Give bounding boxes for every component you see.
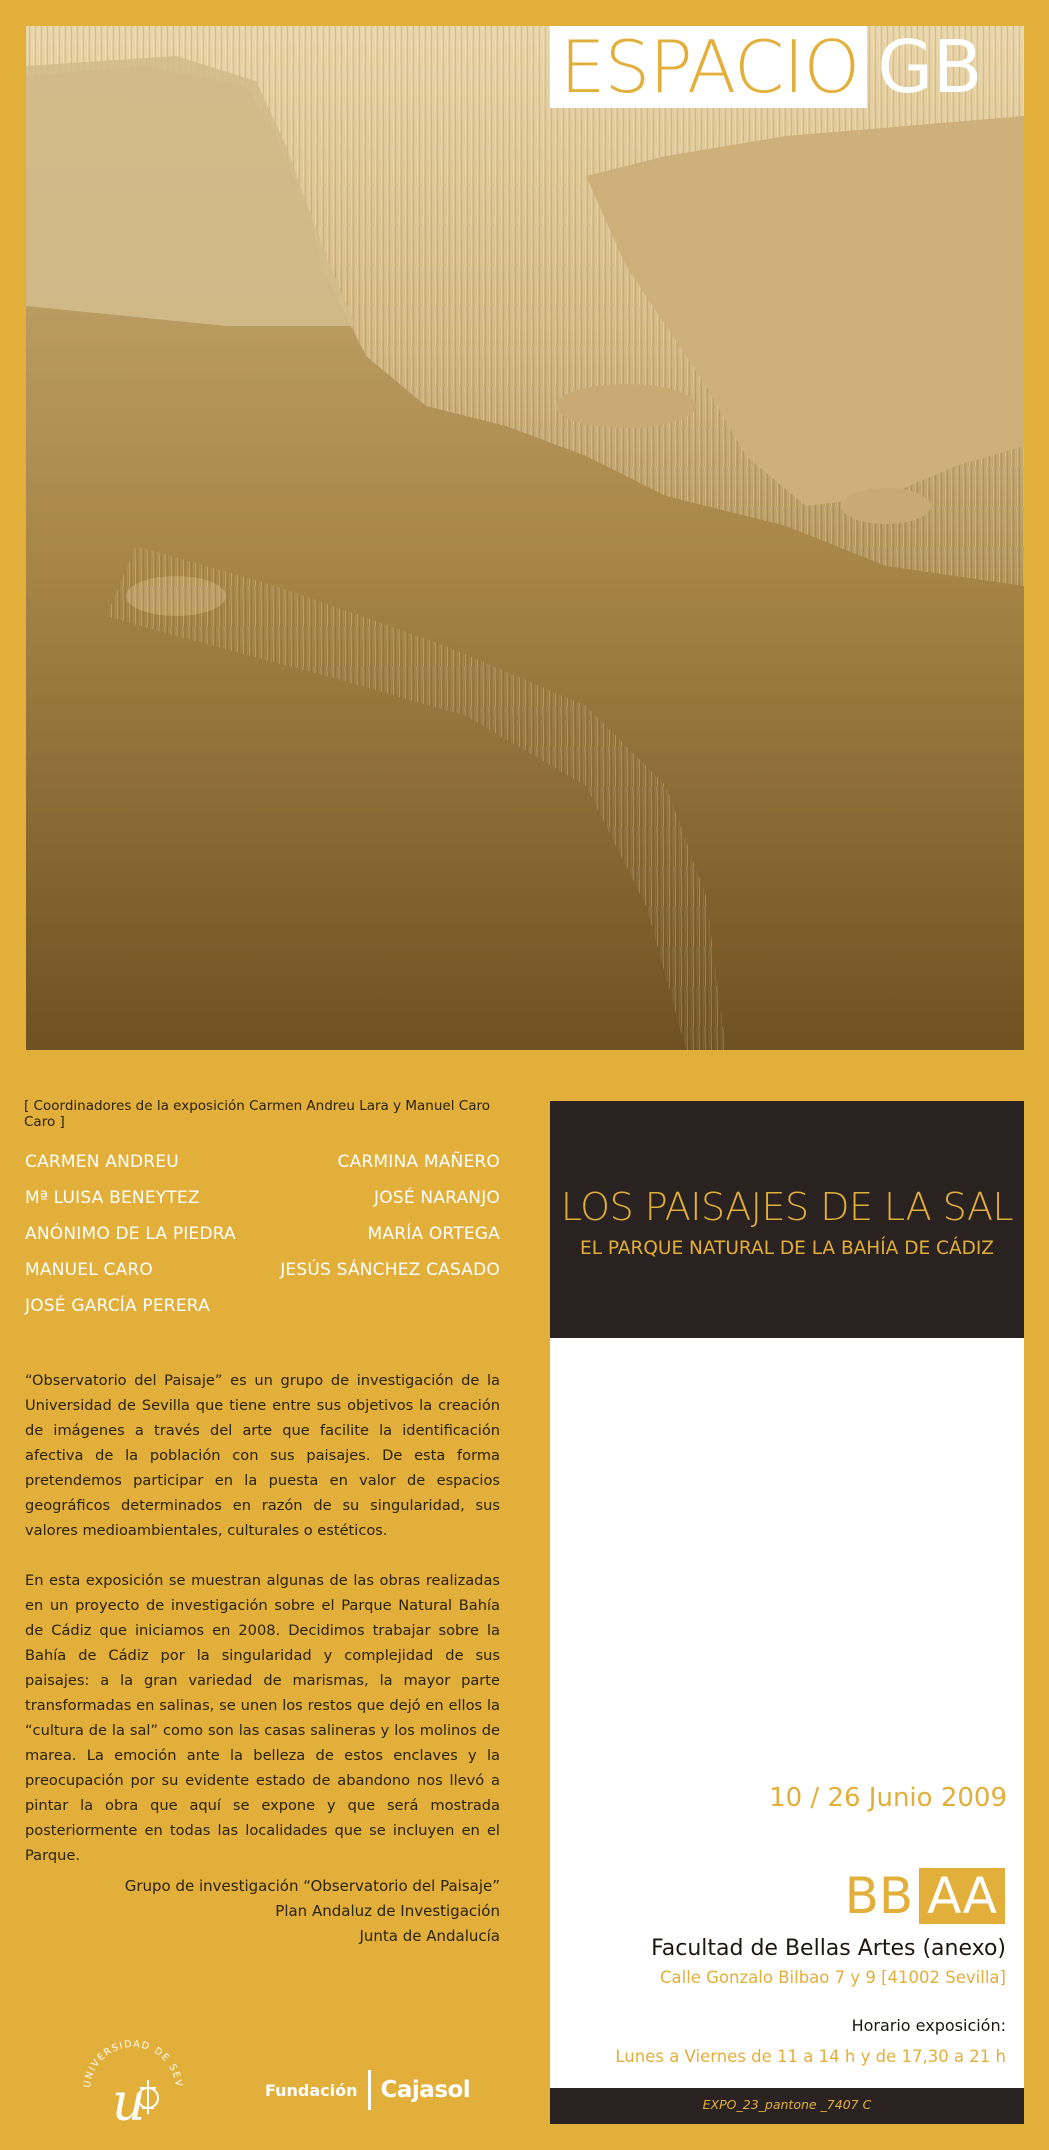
university-seal-icon xyxy=(78,2028,188,2138)
exhibition-title: LOS PAISAJES DE LA SAL xyxy=(560,1185,1014,1229)
artist-name: MANUEL CARO xyxy=(25,1260,153,1280)
brand-letters: GB xyxy=(877,25,983,109)
artist-name: JESÚS SÁNCHEZ CASADO xyxy=(280,1260,500,1280)
bbaa-logo-left: BB xyxy=(844,1867,914,1925)
exhibition-dates: 10 / 26 Junio 2009 xyxy=(769,1783,1007,1813)
logo-divider xyxy=(368,2070,371,2110)
intro-paragraph: “Observatorio del Paisaje” es un grupo de investigación de la Universidad de Sevilla que tiene entre sus objetivos la creación de imágenes a través del arte que facilite la identificación afectiva de la población con sus paisajes. De esta forma pretendemos participar en la puesta en valor de espacios geográficos determinados en razón de su singularidad, sus valores medioambientales, culturales o estéticos. xyxy=(25,1372,500,1539)
svg-text:u: u xyxy=(112,2073,146,2133)
artist-name: JOSÉ GARCÍA PERERA xyxy=(25,1296,210,1316)
coordinators-note: [ Coordinadores de la exposición Carmen Andreu Lara y Manuel Caro Caro ] xyxy=(24,1098,490,1130)
fundacion-label: Fundación xyxy=(265,2080,358,2100)
cajasol-label: Cajasol xyxy=(380,2077,471,2103)
venue-name: Facultad de Bellas Artes (anexo) xyxy=(651,1936,1006,1961)
bbaa-logo-right: AA xyxy=(919,1868,1005,1924)
artist-name: CARMEN ANDREU xyxy=(25,1152,179,1172)
artist-name: CARMINA MAÑERO xyxy=(337,1152,500,1172)
bay-landscape-illustration xyxy=(26,26,1024,1050)
espacio-gb-logo xyxy=(550,26,990,108)
credit-line: Grupo de investigación “Observatorio del Paisaje” xyxy=(124,1877,500,1895)
universidad-sevilla-logo xyxy=(78,2028,188,2138)
venue-address: Calle Gonzalo Bilbao 7 y 9 [41002 Sevilla] xyxy=(659,1968,1006,1987)
pantone-code: EXPO_23_pantone _7407 C xyxy=(702,2097,872,2112)
fundacion-cajasol-logo xyxy=(265,2070,470,2110)
brand-word: ESPACIO xyxy=(550,26,867,108)
university-arc-text: UNIVERSIDAD DE SEV xyxy=(81,2038,185,2089)
credit-line: Plan Andaluz de Investigación xyxy=(275,1902,500,1920)
exhibition-subtitle: EL PARQUE NATURAL DE LA BAHÍA DE CÁDIZ xyxy=(580,1238,994,1259)
exhibition-paragraph: En esta exposición se muestran algunas de las obras realizadas en un proyecto de investigación sobre el Parque Natural Bahía de Cádiz que iniciamos en 2008. Decidimos trabajar sobre la Bahía de Cádiz por la singularidad y complejidad de sus paisajes: a la gran variedad de marismas, la mayor parte transformadas en salinas, se unen los restos que dejó en ellos la “cultura de la sal” como son las casas salineras y los molinos de marea. La emoción ante la belleza de estos enclaves y la preocupación por su evidente estado de abandono nos llevó a pintar la obra que aquí se expone y que será mostrada posteriormente en todas las localidades que se incluyen en el Parque. xyxy=(25,1572,500,1864)
hours-label: Horario exposición: xyxy=(851,2016,1006,2035)
bbaa-logo xyxy=(845,1868,1005,1924)
hero-artwork xyxy=(26,26,1024,1050)
artist-name: Mª LUISA BENEYTEZ xyxy=(25,1188,200,1208)
artist-name: JOSÉ NARANJO xyxy=(374,1188,500,1208)
artist-name: MARÍA ORTEGA xyxy=(367,1224,500,1244)
opening-hours: Lunes a Viernes de 11 a 14 h y de 17,30 a 21 h xyxy=(615,2047,1006,2066)
artist-name: ANÓNIMO DE LA PIEDRA xyxy=(25,1224,236,1244)
credit-line: Junta de Andalucía xyxy=(359,1927,500,1945)
